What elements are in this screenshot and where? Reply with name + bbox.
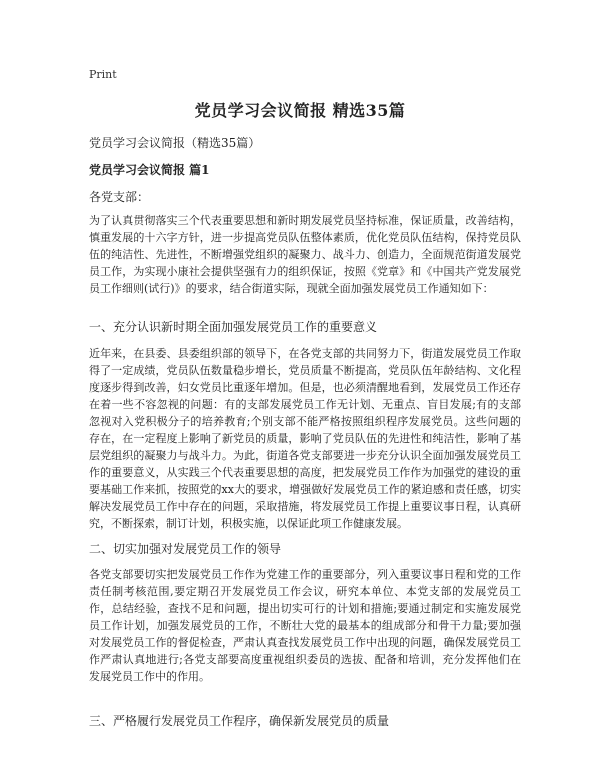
paragraph-intro: 为了认真贯彻落实三个代表重要思想和新时期发展党员坚持标准，保证质量，改善结构，慎重发展的十六字方针，进一步提高党员队伍整体素质，优化党员队伍结构，保持党员队伍的纯洁性、先进性，不断增强党组织的凝聚力、战斗力、创造力，全面规范街道发展党员工作，为实现小康社会提供坚强有力的组织保证，按照《党章》和《中国共产党发展党员工作细则(试行)》的要求，结合街道实际，现就全面加强发展党员工作通知如下：: [89, 214, 521, 295]
document-subtitle: 党员学习会议简报（精选35篇）: [89, 136, 261, 150]
greeting: 各党支部：: [89, 190, 150, 204]
document-title: 党员学习会议简报 精选35篇: [194, 101, 406, 120]
heading-3: 三、严格履行发展党员工作程序，确保新发展党员的质量: [89, 714, 390, 728]
paragraph-2: 各党支部要切实把发展党员工作作为党建工作的重要部分，列入重要议事日程和党的工作责任制考核范围,要定期召开发展党员工作会议，研究本单位、本党支部的发展党员工作，总结经验，查找不足和问题，提出切实可行的计划和措施;要通过制定和实施发展党员工作计划，加强发展党员的工作，不断壮大党的最基本的组成部分和骨干力量;要加强对发展党员工作的督促检查，严肃认真查找发展党员工作中出现的问题，确保发展党员工作严肃认真地进行;各党支部要高度重视组织委员的选拔、配备和培训，充分发挥他们在发展党员工作中的作用。: [89, 568, 522, 683]
heading-2: 二、切实加强对发展党员工作的领导: [89, 542, 282, 556]
section-title: 党员学习会议简报 篇1: [89, 163, 210, 177]
print-label[interactable]: Print: [89, 68, 117, 81]
heading-1: 一、充分认识新时期全面加强发展党员工作的重要意义: [89, 320, 378, 334]
paragraph-1: 近年来，在县委、县委组织部的领导下，在各党支部的共同努力下，街道发展党员工作取得了一定成绩，党员队伍数量稳步增长，党员质量不断提高，党员队伍年龄结构、文化程度逐步得到改善，妇女党员比重逐年增加。但是，也必须清醒地看到，发展党员工作还存在着一些不容忽视的问题：有的支部发展党员工作无计划、无重点、盲目发展;有的支部忽视对入党积极分子的培养教育;个别支部不能严格按照组织程序发展党员。这些问题的存在，在一定程度上影响了新党员的质量，影响了党员队伍的先进性和纯洁性，影响了基层党组织的凝聚力与战斗力。为此，街道各党支部要进一步充分认识全面加强发展党员工作的重要意义，从实践三个代表重要思想的高度，把发展党员工作作为加强党的建设的重要基础工作来抓，按照党的xx大的要求，增强做好发展党员工作的紧迫感和责任感，切实解决发展党员工作中存在的问题，采取措施，将发展党员工作提上重要议事日程，认真研究，不断探索，制订计划，积极实施，以保证此项工作健康发展。: [89, 347, 521, 530]
